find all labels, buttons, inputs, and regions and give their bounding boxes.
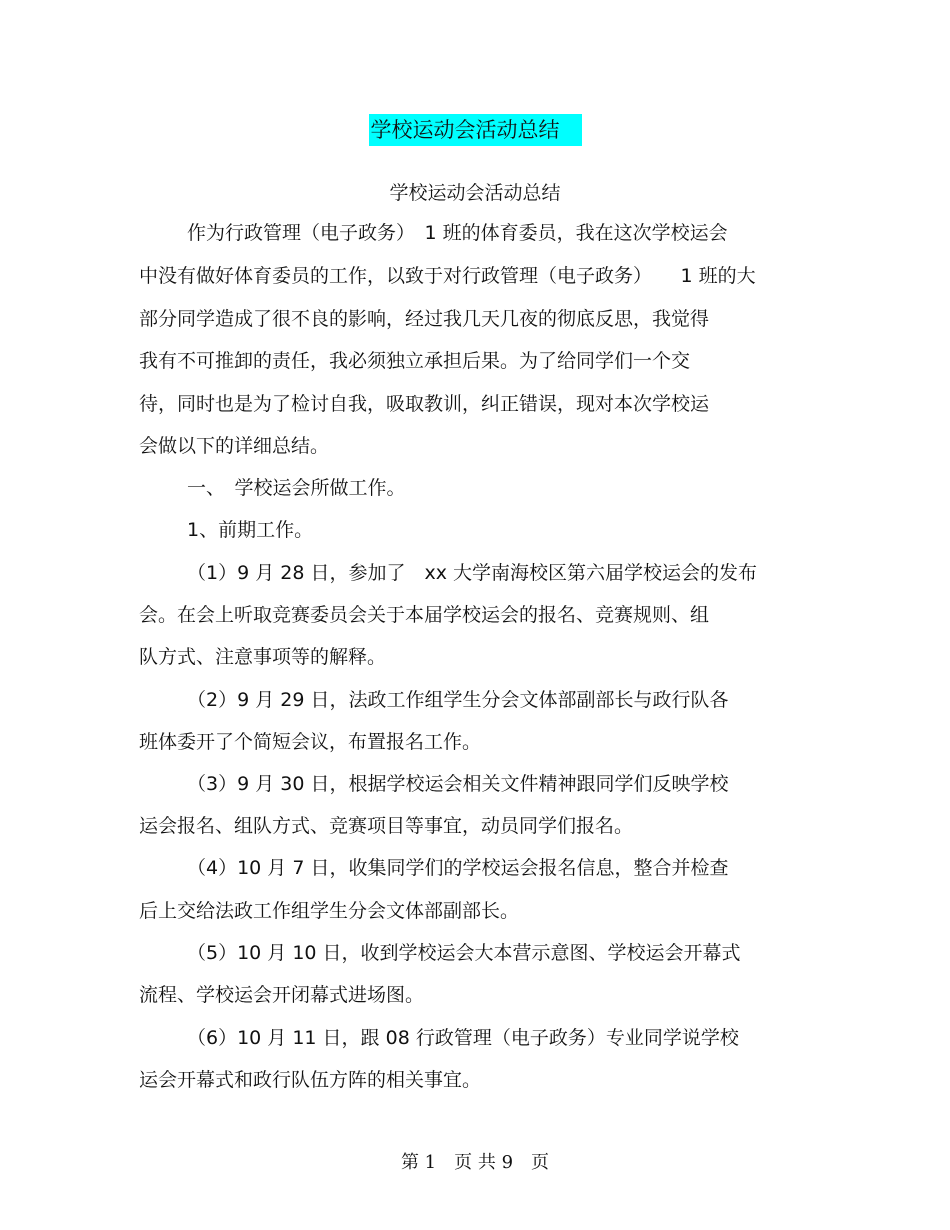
- paragraph-line: （3）9 月 30 日，根据学校运会相关文件精神跟同学们反映学校: [187, 773, 729, 795]
- paragraph-line: 运会开幕式和政行队伍方阵的相关事宜。: [139, 1069, 482, 1091]
- page-number-footer: 第 1 页 共 9 页: [400, 1152, 550, 1173]
- paragraph-line: 流程、学校运会开闭幕式进场图。: [139, 984, 425, 1006]
- paragraph-line: 会。在会上听取竞赛委员会关于本届学校运会的报名、竞赛规则、组: [139, 604, 710, 626]
- paragraph-line: 会做以下的详细总结。: [139, 435, 330, 457]
- paragraph-line: （4）10 月 7 日，收集同学们的学校运会报名信息，整合并检查: [187, 857, 729, 879]
- paragraph-line: 队方式、注意事项等的解释。: [139, 646, 387, 668]
- title-wrap: [0, 114, 950, 146]
- paragraph-line: 待，同时也是为了检讨自我，吸取教训，纠正错误，现对本次学校运: [139, 393, 710, 415]
- paragraph-line: 作为行政管理（电子政务） 1 班的体育委员，我在这次学校运会: [187, 222, 728, 244]
- paragraph-line: （1）9 月 28 日，参加了 xx 大学南海校区第六届学校运会的发布: [187, 562, 758, 584]
- paragraph-line: 运会报名、组队方式、竞赛项目等事宜，动员同学们报名。: [139, 815, 634, 837]
- paragraph-line: （5）10 月 10 日，收到学校运会大本营示意图、学校运会开幕式: [187, 942, 741, 964]
- paragraph-line: 我有不可推卸的责任，我必须独立承担后果。为了给同学们一个交: [139, 350, 691, 372]
- section-heading: 一、 学校运会所做工作。: [187, 477, 406, 499]
- paragraph-line: （2）9 月 29 日，法政工作组学生分会文体部副部长与政行队各: [187, 689, 729, 711]
- subsection-heading: 1、前期工作。: [187, 519, 314, 541]
- paragraph-line: 班体委开了个简短会议，布置报名工作。: [139, 731, 482, 753]
- paragraph-line: 部分同学造成了很不良的影响，经过我几天几夜的彻底反思，我觉得: [139, 308, 710, 330]
- paragraph-line: 中没有做好体育委员的工作，以致于对行政管理（电子政务） 1 班的大: [139, 265, 756, 287]
- document-title: 学校运动会活动总结: [369, 114, 582, 146]
- paragraph-line: （6）10 月 11 日，跟 08 行政管理（电子政务）专业同学说学校: [187, 1027, 739, 1049]
- document-subtitle: 学校运动会活动总结: [389, 182, 561, 204]
- paragraph-line: 后上交给法政工作组学生分会文体部副部长。: [139, 900, 520, 922]
